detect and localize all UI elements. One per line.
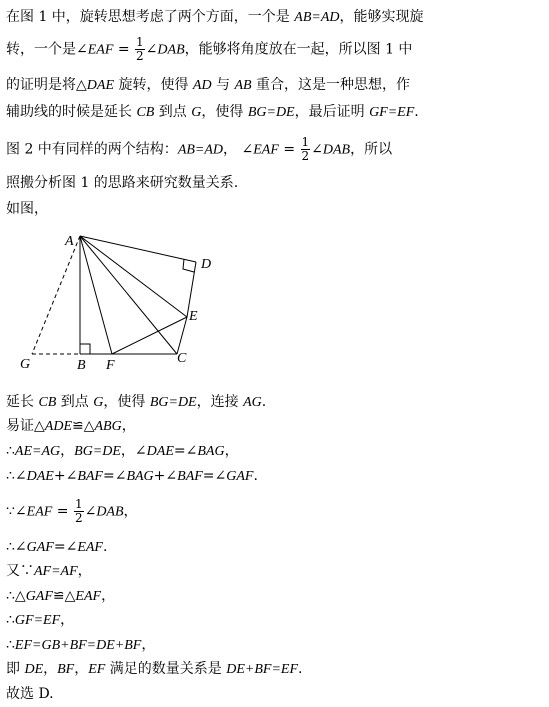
solution-line-4: ∴∠DAE+∠BAF=∠BAG+∠BAF=∠GAF. [6,468,258,484]
solution-line-1: 延长 CB 到点 G，使得 BG=DE，连接 AG. [6,394,267,410]
solution-line-11: 即 DE，BF，EF 满足的数量关系是 DE+BF=EF. [6,661,303,677]
label-G: G [20,357,31,372]
segment-AG-dashed [32,236,80,354]
label-F: F [106,358,115,373]
segment-EC [177,317,187,354]
segment-AC [80,236,177,354]
segment-DE [187,262,196,317]
right-angle-mark-B [80,344,90,354]
solution-line-5: ∵∠EAF = $\frac{1}{2}$ ∠DAB， [6,497,138,525]
solution-line-7: 又∵AF=AF， [6,563,92,579]
solution-line-2: 易证△ADE≌△ABG， [6,418,136,434]
segment-AE [80,236,187,317]
label-D: D [201,257,212,272]
segment-AD [80,236,196,262]
fraction-half: $\frac{1}{2}$ [136,35,144,63]
intro-line-5: 图 2 中有同样的两个结构：AB=AD， ∠EAF = $\frac{1}{2}$ ∠DAB，所以 [6,135,393,163]
solution-line-8: ∴△GAF≌△EAF， [6,588,116,604]
segment-FE [112,317,187,354]
label-E: E [189,309,198,324]
label-C: C [177,351,187,366]
solution-line-10: ∴EF=GB+BF=DE+BF， [6,637,156,653]
intro-line-7: 如图， [6,201,48,217]
label-B: B [77,358,86,373]
label-A: A [65,234,74,249]
intro-line-4: 辅助线的时候是延长 CB 到点 G，使得 BG=DE，最后证明 GF=EF. [6,104,419,120]
intro-line-2: 转，一个是∠EAF = $\frac{1}{2}$ ∠DAB，能够将角度放在一起，所以图 1 中 [6,35,413,63]
intro-line-3: 的证明是将△DAE 旋转，使得 AD 与 AB 重合，这是一种思想，作 [6,77,411,93]
fraction-half: $\frac{1}{2}$ [301,135,310,163]
intro-line-1: 在图 1 中，旋转思想考虑了两个方面，一个是 AB=AD，能够实现旋 [6,9,424,25]
right-angle-mark-D [183,259,194,272]
segment-AF [80,236,112,354]
intro-line-6: 照搬分析图 1 的思路来研究数量关系. [6,175,239,191]
fraction-half: $\frac{1}{2}$ [74,497,83,525]
solution-line-12: 故选 D. [6,686,54,702]
solution-line-6: ∴∠GAF=∠EAF. [6,539,108,555]
solution-line-3: ∴AE=AG，BG=DE，∠DAE=∠BAG， [6,443,239,459]
solution-line-9: ∴GF=EF， [6,612,75,628]
